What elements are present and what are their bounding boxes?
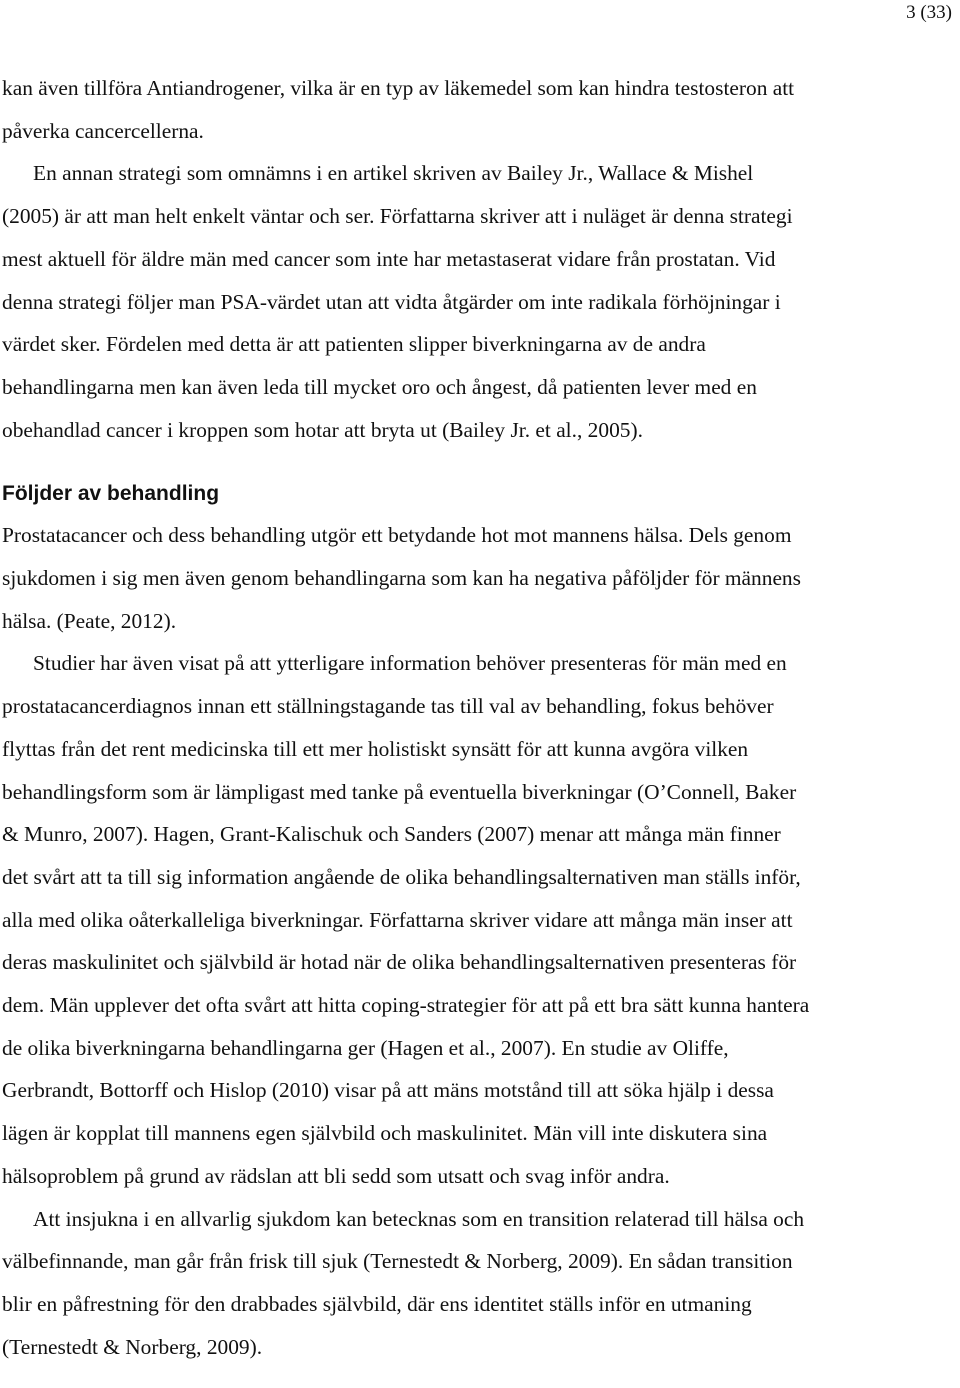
text-line: denna strategi följer man PSA-värdet utan att vidta åtgärder om inte radikala förhöjningar i — [2, 289, 781, 314]
text-line: Att insjukna i en allvarlig sjukdom kan betecknas som en transition relaterad till hälsa och — [33, 1206, 805, 1231]
text-line: välbefinnande, man går från frisk till sjuk (Ternestedt & Norberg, 2009). En sådan transition — [2, 1249, 793, 1274]
text-line: deras maskulinitet och självbild är hotad när de olika behandlingsalternativen presenteras för — [2, 950, 797, 975]
text-line: behandlingsform som är lämpligast med tanke på eventuella biverkningar (O’Connell, Baker — [2, 779, 797, 804]
paragraph-consequences — [2, 514, 947, 642]
paragraph-information-needs — [2, 642, 947, 1197]
text-line: de olika biverkningarna behandlingarna ger (Hagen et al., 2007). En studie av Oliffe, — [2, 1035, 729, 1060]
text-line: flyttas från det rent medicinska till ett mer holistiskt synsätt för att kunna avgöra vilken — [2, 736, 749, 761]
paragraph-watchful-waiting — [2, 152, 947, 451]
paragraph-antiandrogens — [2, 67, 947, 152]
text-line: kan även tillföra Antiandrogener, vilka är en typ av läkemedel som kan hindra testosteron att — [2, 76, 795, 100]
section-heading: Följder av behandling — [2, 482, 220, 506]
text-line: En annan strategi som omnämns i en artikel skriven av Bailey Jr., Wallace & Mishel — [33, 161, 754, 186]
text-line: alla med olika oåterkalleliga biverkningar. Författarna skriver vidare att många män inser att — [2, 907, 793, 932]
text-line: hälsoproblem på grund av rädslan att bli sedd som utsatt och svag inför andra. — [2, 1163, 670, 1188]
text-line: Gerbrandt, Bottorff och Hislop (2010) visar på att mäns motstånd till att söka hjälp i dessa — [2, 1078, 774, 1103]
text-line: prostatacancerdiagnos innan ett ställningstagande tas till val av behandling, fokus behöver — [2, 694, 774, 719]
text-line: (2005) är att man helt enkelt väntar och ser. Författarna skriver att i nuläget är denna strategi — [2, 204, 793, 229]
paragraph-transition — [2, 1198, 947, 1369]
text-line: Prostatacancer och dess behandling utgör ett betydande hot mot mannens hälsa. Dels genom — [2, 523, 792, 548]
text-line: obehandlad cancer i kroppen som hotar att bryta ut (Bailey Jr. et al., 2005). — [2, 417, 643, 442]
text-line: mest aktuell för äldre män med cancer som inte har metastaserat vidare från prostatan. Vid — [2, 246, 776, 271]
text-line: det svårt att ta till sig information angående de olika behandlingsalternativen man ställs inför, — [2, 864, 801, 889]
page-number: 3 (33) — [906, 2, 952, 23]
text-line: sjukdomen i sig men även genom behandlingarna som kan ha negativa påföljder för männens — [2, 566, 801, 591]
text-line: & Munro, 2007). Hagen, Grant-Kalischuk och Sanders (2007) menar att många män finner — [2, 822, 781, 847]
text-line: Studier har även visat på att ytterligare information behöver presenteras för män med en — [33, 651, 787, 676]
text-line: värdet sker. Fördelen med detta är att patienten slipper biverkningarna av de andra — [2, 332, 706, 357]
text-line: behandlingarna men kan även leda till mycket oro och ångest, då patienten lever med en — [2, 374, 757, 399]
text-line: hälsa. (Peate, 2012). — [2, 608, 177, 633]
document-body — [2, 67, 947, 1368]
text-line: (Ternestedt & Norberg, 2009). — [2, 1334, 263, 1359]
text-line: blir en påfrestning för den drabbades självbild, där ens identitet ställs inför en utmaning — [2, 1291, 752, 1316]
text-line: påverka cancercellerna. — [2, 118, 204, 143]
text-line: lägen är kopplat till mannens egen självbild och maskulinitet. Män vill inte diskutera sina — [2, 1121, 768, 1146]
text-line: dem. Män upplever det ofta svårt att hitta coping-strategier för att på ett bra sätt kunna hantera — [2, 993, 810, 1018]
